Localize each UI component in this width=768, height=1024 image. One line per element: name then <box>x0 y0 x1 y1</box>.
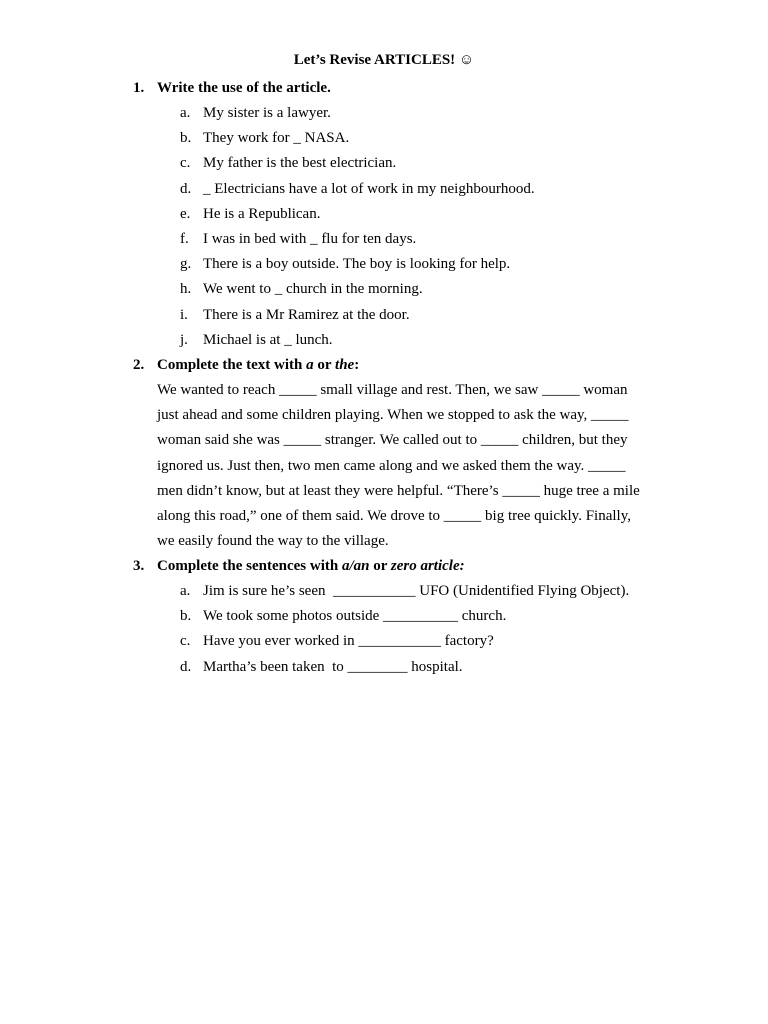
heading-part: a <box>306 357 314 373</box>
item-text: My father is the best electrician. <box>203 155 397 172</box>
item-letter: j. <box>180 331 188 348</box>
paragraph-line: just ahead and some children playing. When we stopped to ask the way, _____ <box>157 407 629 424</box>
item-letter: i. <box>180 306 188 323</box>
item-text: Have you ever worked in ___________ factory? <box>203 633 494 650</box>
list-item <box>0 303 768 328</box>
list-item <box>0 177 768 202</box>
section-number: 2. <box>133 357 145 373</box>
item-text: _ Electricians have a lot of work in my neighbourhood. <box>203 180 535 197</box>
item-list <box>0 579 768 680</box>
item-letter: d. <box>180 180 192 197</box>
section-number: 3. <box>133 558 145 574</box>
paragraph-line: along this road,” one of them said. We drove to _____ big tree quickly. Finally, <box>157 507 631 524</box>
section-heading <box>157 355 359 375</box>
item-letter: c. <box>180 155 191 172</box>
item-text: My sister is a lawyer. <box>203 105 331 121</box>
item-letter: b. <box>180 608 192 625</box>
heading-part: zero article: <box>390 558 465 574</box>
heading-part: the <box>335 357 355 373</box>
item-letter: f. <box>180 230 189 247</box>
item-text: There is a boy outside. The boy is looking for help. <box>203 256 511 273</box>
item-text: They work for _ NASA. <box>203 130 350 147</box>
list-item <box>0 202 768 227</box>
list-item <box>0 629 768 654</box>
paragraph-line: we easily found the way to the village. <box>157 533 389 550</box>
item-list <box>0 101 768 353</box>
list-item <box>0 101 768 126</box>
item-text: We took some photos outside __________ church. <box>203 608 507 625</box>
heading-part: Complete the text with <box>157 357 307 373</box>
paragraph-line: ignored us. Just then, two men came along and we asked them the way. _____ <box>157 457 626 474</box>
heading-part: : <box>354 357 360 373</box>
list-item <box>0 655 768 680</box>
item-text: There is a Mr Ramirez at the door. <box>203 306 410 323</box>
heading-part: Complete the sentences with <box>157 558 342 574</box>
item-letter: a. <box>180 105 191 121</box>
item-letter: b. <box>180 130 192 147</box>
page-title: Let’s Revise ARTICLES! ☺ <box>293 52 475 68</box>
heading-part: or <box>313 357 336 373</box>
list-item <box>0 227 768 252</box>
section-number: 1. <box>133 80 145 96</box>
item-letter: h. <box>180 281 192 298</box>
item-text: He is a Republican. <box>203 205 321 222</box>
list-item <box>0 579 768 604</box>
item-text: We went to _ church in the morning. <box>203 281 423 298</box>
item-letter: a. <box>180 583 191 599</box>
item-letter: e. <box>180 205 191 222</box>
item-text: Martha’s been taken to ________ hospital. <box>203 658 463 675</box>
list-item <box>0 604 768 629</box>
item-text: Michael is at _ lunch. <box>203 331 333 348</box>
item-text: I was in bed with _ flu for ten days. <box>203 230 417 247</box>
paragraph-line: We wanted to reach _____ small village and rest. Then, we saw _____ woman <box>157 382 628 398</box>
item-letter: g. <box>180 256 192 273</box>
paragraph-line: men didn’t know, but at least they were helpful. “There’s _____ huge tree a mile <box>157 482 640 499</box>
list-item <box>0 328 768 353</box>
section-heading: Write the use of the article. <box>157 80 331 96</box>
item-letter: c. <box>180 633 191 650</box>
list-item <box>0 277 768 302</box>
item-letter: d. <box>180 658 192 675</box>
heading-part: a/an <box>341 558 370 574</box>
cloze-paragraph <box>157 378 662 554</box>
heading-part: or <box>369 558 391 574</box>
list-item <box>0 252 768 277</box>
paragraph-line: woman said she was _____ stranger. We called out to _____ children, but they <box>157 432 628 449</box>
list-item <box>0 126 768 151</box>
section-heading <box>157 556 465 576</box>
list-item <box>0 151 768 176</box>
item-text: Jim is sure he’s seen ___________ UFO (Unidentified Flying Object). <box>203 583 630 599</box>
